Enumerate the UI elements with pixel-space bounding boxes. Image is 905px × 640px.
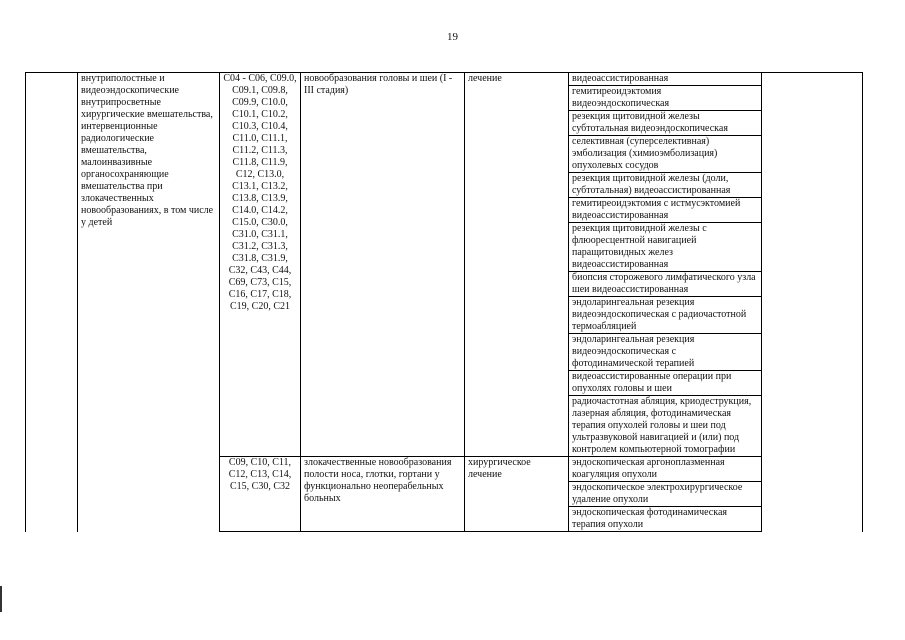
treatment-text: лечение (468, 73, 502, 84)
procedure-item: эндоскопическая фотодинамическая терапия опухоли (572, 507, 727, 530)
codes-text: C04 - C06, C09.0, C09.1, C09.8, C09.9, C10.0, C10.1, C10.2, C10.3, C10.4, C11.0, C11.1, C11.2, C11.3, C11.8, C11.9, C12, C13.0, C13.1, C13.2, C13.8, C13.9, C14.0, C14.2, C15.0, C30.0, C31.0, C31.1, C31.2, C31.3, C31.8, C31.9, C32, C43, C44, C69, C73, C15, C16, C17, C18, C19, C20, C21 (223, 73, 297, 312)
procedure-item: видеоассистированная (569, 73, 761, 86)
table-row (26, 73, 863, 457)
treatment-cell (465, 457, 569, 532)
procedure-item: резекция щитовидной железы с флюоресцентной навигацией паращитовидных желез видеоассистированная (569, 223, 761, 272)
procedure-item: видеоассистированные операции при опухолях головы и шеи (569, 371, 761, 396)
procedure-item: резекция щитовидной железы (доли, субтотальная) видеоассистированная (569, 173, 761, 198)
intervention-cell (78, 73, 220, 532)
procedure-item: гемитиреоидэктомия видеоэндоскопическая (569, 86, 761, 111)
procedure-item: резекция щитовидной железы субтотальная видеоэндоскопическая (569, 111, 761, 136)
intervention-text: внутриполостные и видеоэндоскопические внутрипросветные хирургические вмешательства, интервенционные радиологические вмешательства, малоинвазивные органосохраняющие вмешательства при злокачественных новообразованиях, в том числе у детей (81, 73, 214, 228)
procedure-item: селективная (суперселективная) эмболизация (химиоэмболизация) опухолевых сосудов (569, 136, 761, 173)
procedure-item: эндоларингеальная резекция видеоэндоскопическая с фотодинамической терапией (569, 334, 761, 371)
treatment-cell (465, 73, 569, 457)
procedure-item: радиочастотная абляция, криодеструкция, лазерная абляция, фотодинамическая терапия опухолей головы и шеи под ультразвуковой навигацией и (или) под контролем компьютерной томографии (572, 396, 752, 455)
procedure-item: эндоскопическая аргоноплазменная коагуляция опухоли (569, 457, 761, 482)
scan-edge-mark (0, 586, 2, 612)
procedure-item: эндоларингеальная резекция видеоэндоскопическая с радиочастотной термоабляцией (569, 297, 761, 334)
page-number: 19 (447, 31, 458, 43)
codes-cell (220, 73, 301, 457)
procedure-item: биопсия сторожевого лимфатического узла шеи видеоассистированная (569, 272, 761, 297)
diagnosis-cell (301, 457, 465, 532)
procedure-item: эндоскопическое электрохирургическое удаление опухоли (569, 482, 761, 507)
procedures-cell (569, 73, 762, 457)
row-number-cell (26, 73, 78, 532)
diagnosis-text: новообразования головы и шеи (I - III стадия) (304, 73, 453, 96)
diagnosis-cell (301, 73, 465, 457)
codes-cell (220, 457, 301, 532)
procedures-table (25, 72, 863, 532)
codes-text: C09, C10, C11, C12, C13, C14, C15, C30, C32 (228, 457, 292, 492)
procedure-list (569, 73, 761, 456)
procedures-cell (569, 457, 762, 532)
procedure-item: гемитиреоидэктомия с истмусэктомией видеоассистированная (569, 198, 761, 223)
extra-cell (762, 73, 863, 532)
procedure-list (569, 457, 761, 531)
diagnosis-text: злокачественные новообразования полости носа, глотки, гортани у функционально неоперабельных больных (304, 457, 452, 504)
treatment-text: хирургическое лечение (468, 457, 531, 480)
